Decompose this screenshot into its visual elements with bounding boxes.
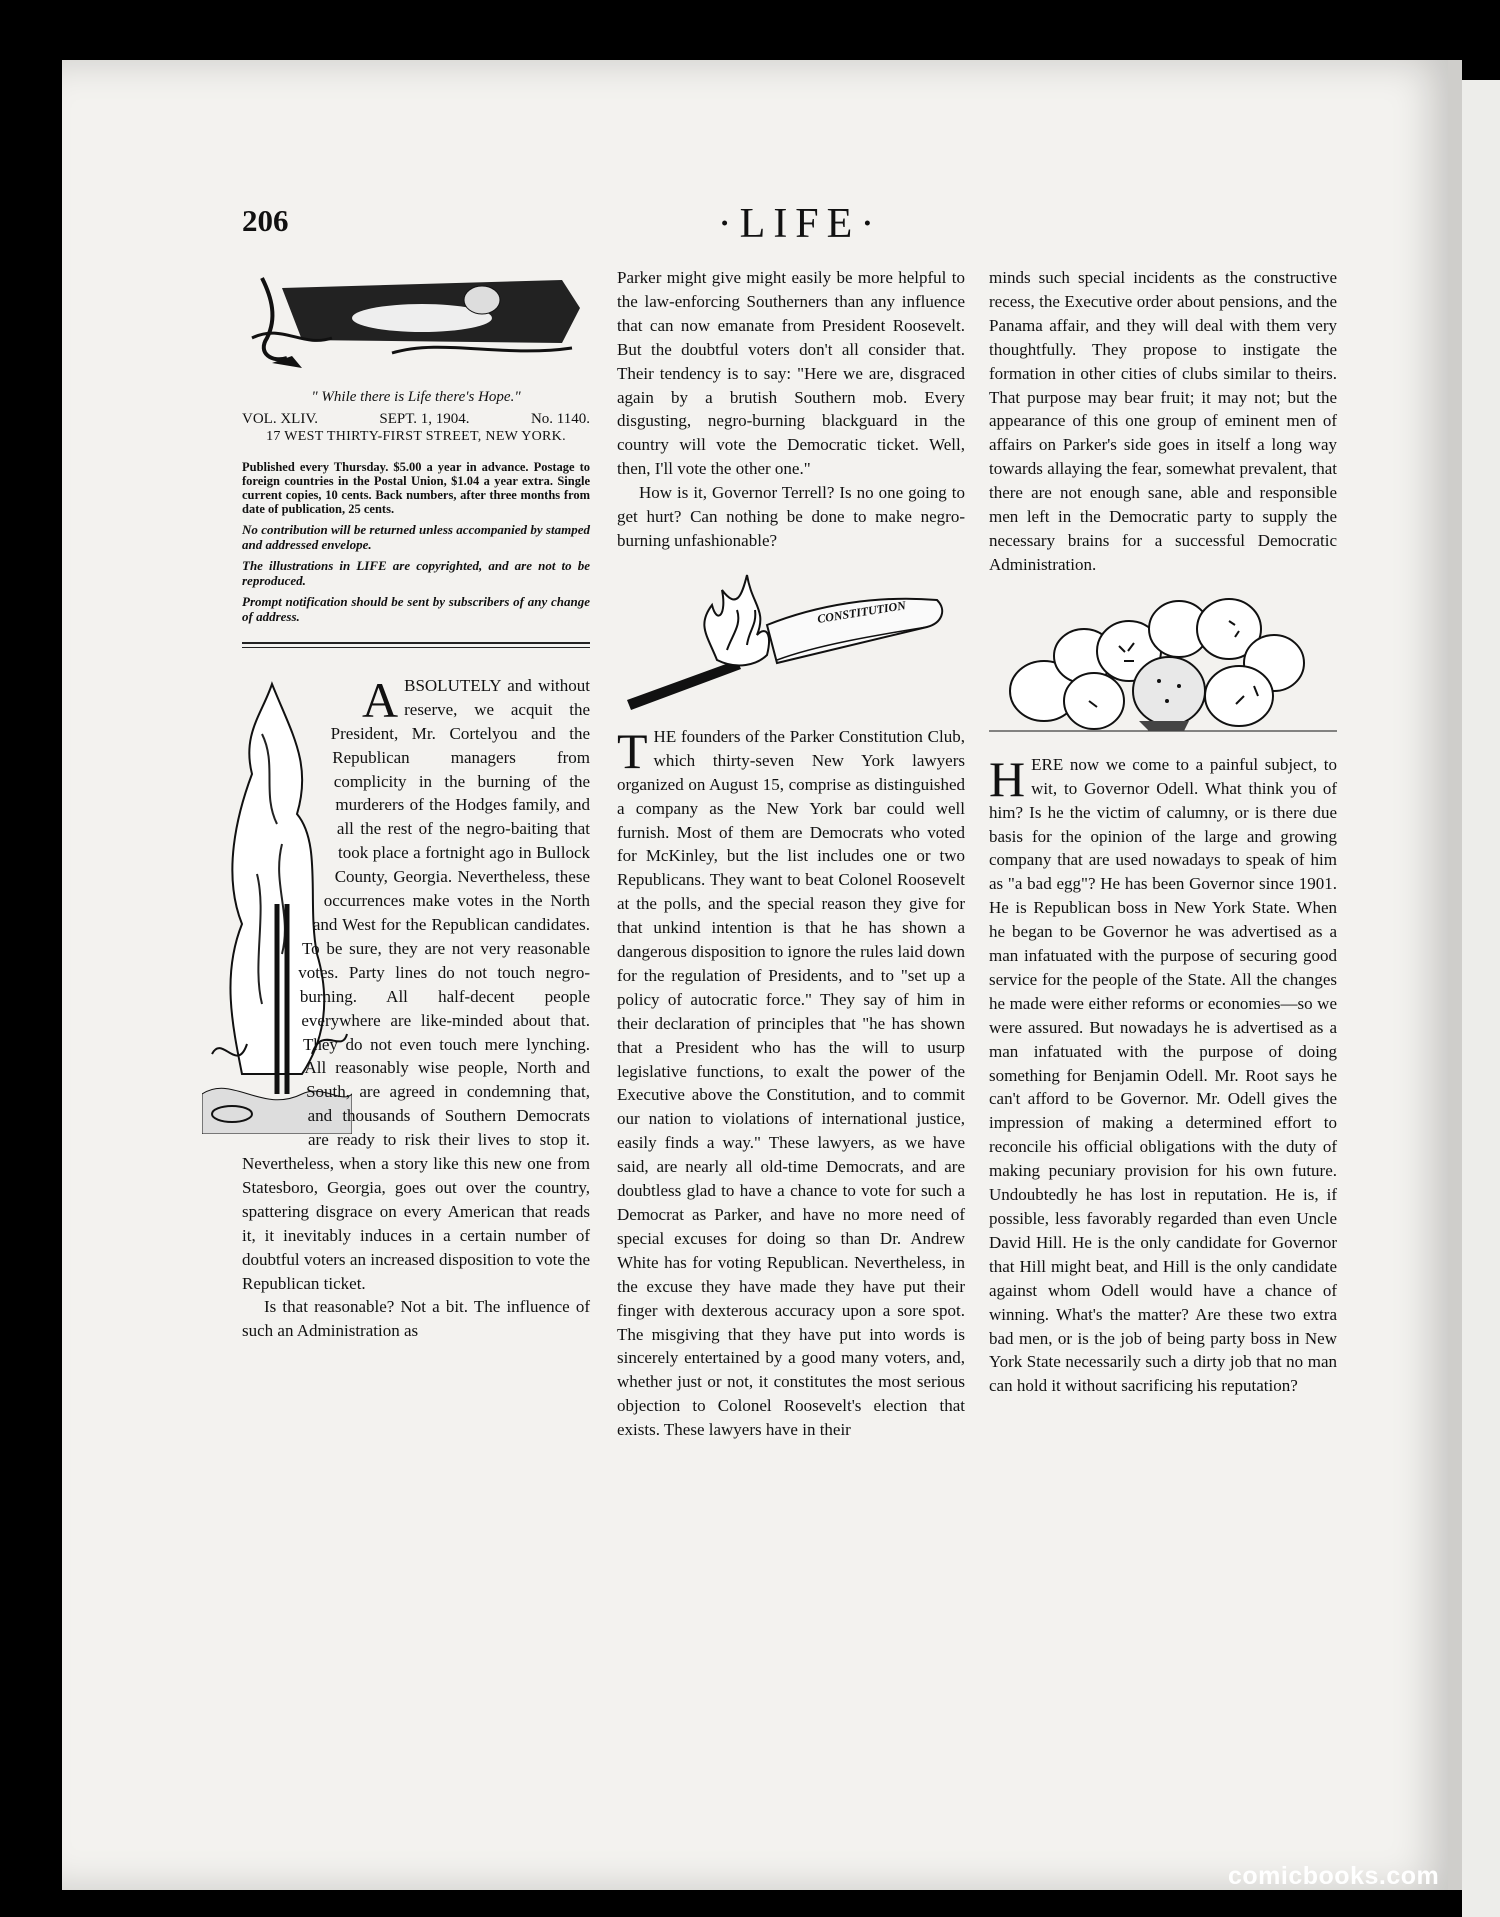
address: 17 WEST THIRTY-FIRST STREET, NEW YORK. [266,428,566,444]
volume: VOL. XLIV. [242,410,318,427]
notice-contributions: No contribution will be returned unless accompanied by stamped and addressed envelope. [242,521,590,552]
drop-cap-a: A [362,671,399,728]
notice-address-change: Prompt notification should be sent by subscribers of any change of address. [242,593,590,624]
torch-scroll-label: CONSTITUTION [816,597,907,626]
publication-terms: Published every Thursday. $5.00 a year in advance. Postage to foreign countries in the Postal Union, $1.04 a year extra. Single current copies, 10 cents. Back numbers, after three months from date of publication, 25 cents. [242,459,590,516]
drop-cap-t: T [617,722,648,779]
motto: " While there is Life there's Hope." [311,389,521,405]
notice-copyright: The illustrations in LIFE are copyrighted, and are not to be reproduced. [242,557,590,588]
col2-paragraph-1: Parker might give might easily be more helpful to the law-enforcing Southerners than any influence that can now emanate from President Roosevelt. But the doubtful voters don't all consider that. Their tendency is to say: "Here we are, disgraced again by a brutish Southern mob. Every disgusting, negro-burning blackguard in the country will vote the Democratic ticket. Well, then, I'll vote the other one." [617,268,965,479]
page-number: 206 [242,203,289,238]
column-1 [242,268,590,1343]
masthead-vignette-illustration [242,268,590,378]
volume-line [242,410,590,428]
article-2-body: HE founders of the Parker Constitution Club, which thirty-seven New York lawyers organized on August 15, comprise as distinguished a company as the New York bar could well furnish. Most of them are Democrats who voted for McKinley, but the list includes one or two Republicans. They want to beat Colonel Roosevelt at the polls, and the special reason they give for that unkind intention is that he has shown a dangerous disposition to ignore the rules laid down for the regulation of Presidents, and to "set up a policy of autocratic force." They say of him in their declaration of principles that "he has shown that a President who has the will to usurp legislative functions, to exalt the power of the Executive above the Constitution, and to commit our nation to violations of international justice, easily finds a way." These lawyers, as we have said, are nearly all old-time Democrats, and are doubtless glad to have a chance to vote for such a Democrat as Parker, and have no more need of special excuses for doing so than Dr. Andrew White has for voting Republican. Nevertheless, in the excuse they have made they have put their finger with dexterous accuracy upon a sore spot. The misgiving that they have put into words is sincerely entertained by a good many voters, and, whether just or not, it constitutes the most serious objection to Colonel Roosevelt's election that exists. These lawyers have in their [617,726,965,1440]
masthead-title: ·LIFE· [717,201,883,247]
next-page-sliver [1462,80,1500,1917]
article-1 [242,671,590,1343]
issue-date: SEPT. 1, 1904. [379,410,470,427]
burning-constitution-torch-illustration [617,565,965,715]
column-3 [989,266,1337,1398]
drop-cap-h: H [989,750,1026,807]
article-3-body: ERE now we come to a painful subject, to wit, to Governor Odell. What think you of him? Is he the victim of calumny, or is there due basis for the opinion of the large and growing company that are used nowadays to speak of him as "a bad egg"? He has been Governor since 1901. He is Republican boss in New York State. When he began to be Governor he was advertised as a man infatuated with the purpose of securing good service for the people of the State. All the changes he made were either reforms or economies—so we were assured. But nowadays he is advertised as a man infatuated with the purpose of doing something for Benjamin Odell. Mr. Root says he can't afford to be Governor. Mr. Odell gives the impression of making a determined effort to reconcile his official obligations with the duty of making pecuniary provision for his own future. Undoubtedly he has lost in reputation. He is, if possible, less favorably regarded than even Uncle David Hill. He is the only candidate for Governor that Hill might beat, and Hill is the only candidate against whom Odell would have a chance of winning. What's the matter? Are these two extra bad men, or is the job of being party boss in New York State necessarily such a dirty job that no man can hold it without sacrificing his reputation? [989,754,1337,1396]
watermark: comicbooks.com [1228,1862,1440,1890]
page-edge-shadow [1448,60,1462,1890]
bad-eggs-illustration [989,591,1337,741]
col2-paragraph-2: How is it, Governor Terrell? Is no one going to get hurt? Can nothing be done to make negro-burning unfashionable? [617,483,965,550]
article-1-body: BSOLUTELY and without reserve, we acquit the President, Mr. Cortelyou and the Republican managers from complicity in the burning of the murderers of the Hodges family, and all the rest of the negro-baiting that took place a fortnight ago in Bullock County, Georgia. Nevertheless, these occurrences make votes in the North and West for the Republican candidates. To be sure, they are not very reasonable votes. Party lines do not touch negro-burning. All half-decent people everywhere are like-minded about that. They do not even touch mere lynching. All reasonably wise people, North and South, are agreed in condemning that, and thousands of Southern Democrats are ready to risk their lives to stop it. Nevertheless, when a story like this new one from Statesboro, Georgia, goes out over the country, spattering disgrace on every American that reads it, it inevitably induces in a certain number of doubtful voters an increased disposition to vote the Republican ticket. [242,675,590,1293]
issue-number: No. 1140. [530,410,590,427]
column-2 [617,266,965,1442]
article-1-closing: Is that reasonable? Not a bit. The influence of such an Administration as [242,1297,590,1341]
col3-paragraph-1: minds such special incidents as the constructive recess, the Executive order about pensions, and the Panama affair, and they will deal with them very thoughtfully. They propose to instigate the formation in other cities of clubs similar to theirs. That purpose may bear fruit; it may not; but the appearance of this one group of eminent men of affairs on Parker's side goes in itself a long way towards allaying the fear, somewhat prevalent, that there are not enough sane, able and responsible men left in the Democratic party to supply the necessary brains for a successful Democratic Administration. [989,268,1337,574]
section-rule [242,642,590,648]
